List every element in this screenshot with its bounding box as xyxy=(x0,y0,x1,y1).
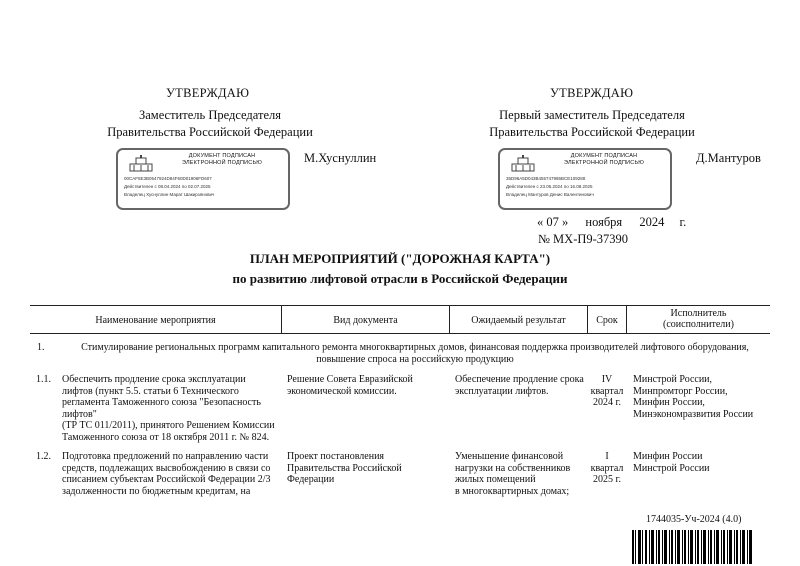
row-executor-line: Минфин России xyxy=(633,451,703,462)
stamp-cert: 00CAF5E3B0547924D84F60D01906FD607 xyxy=(124,176,212,181)
left-signature-stamp xyxy=(116,148,290,210)
right-approval-heading: УТВЕРЖДАЮ xyxy=(550,86,634,100)
col-header-result: Ожидаемый результат xyxy=(471,315,566,326)
row-term-line: 2024 г. xyxy=(593,397,621,408)
page-title: ПЛАН МЕРОПРИЯТИЙ ("ДОРОЖНАЯ КАРТА") xyxy=(249,251,551,266)
table-top-border xyxy=(30,305,770,306)
row-doc-type-line: Проект постановления xyxy=(287,451,385,462)
left-approval-position xyxy=(80,107,340,141)
row-name-line: Таможенного союза от 18 октября 2011 г. № 824. xyxy=(62,431,270,443)
row-result-line: в многоквартирных домах; xyxy=(455,485,570,497)
row-term-line: 2025 г. xyxy=(593,474,621,485)
row-executor-line: Минстрой России xyxy=(633,462,710,474)
row-executor-line: Минфин России, xyxy=(633,397,705,408)
section-number: 1. xyxy=(37,342,45,353)
stamp-title xyxy=(544,153,664,167)
page-subtitle: по развитию лифтовой отрасли в Российской Федерации xyxy=(232,271,568,286)
stamp-title-line1: ДОКУМЕНТ ПОДПИСАН xyxy=(570,153,638,159)
row-term xyxy=(588,451,626,486)
executor-header-line2: (соисполнители) xyxy=(663,319,734,330)
right-position-line2: Правительства Российской Федерации xyxy=(489,125,695,139)
row-number: 1.2. xyxy=(36,451,51,462)
date-suffix: г. xyxy=(679,215,687,229)
row-doc-type xyxy=(287,451,447,486)
row-executor xyxy=(633,451,770,474)
col-header-term: Срок xyxy=(596,315,618,326)
stamp-title-line2: ЭЛЕКТРОННОЙ ПОДПИСЬЮ xyxy=(181,160,263,166)
stamp-valid: Действителен с 08.04.2024 по 02.07.2025 xyxy=(124,184,211,189)
right-signer-name: Д.Мантуров xyxy=(696,151,761,165)
emblem-icon xyxy=(508,155,538,173)
approval-date xyxy=(537,215,686,230)
right-approval-position xyxy=(462,107,722,141)
col-header-executor xyxy=(627,308,770,330)
section-title xyxy=(60,342,770,365)
col-header-name: Наименование мероприятия xyxy=(95,315,216,326)
row-executor-line: Минстрой России, xyxy=(633,374,713,385)
row-name xyxy=(62,451,280,497)
row-term xyxy=(588,374,626,409)
row-doc-type-line: Федерации xyxy=(287,474,335,485)
row-term-line: IV xyxy=(601,374,613,385)
document-number: № МХ-П9-37390 xyxy=(538,232,629,246)
stamp-title-line2: ЭЛЕКТРОННОЙ ПОДПИСЬЮ xyxy=(563,160,645,166)
right-position-line1: Первый заместитель Председателя xyxy=(499,108,685,122)
row-doc-type xyxy=(287,374,447,397)
row-executor-line: Минпромторг России, xyxy=(633,385,728,397)
date-year: 2024 xyxy=(639,215,665,229)
section-title-line1: Стимулирование региональных программ капитального ремонта многоквартирных домов, финансовая поддержка производителей лифтового оборудования, xyxy=(81,342,749,353)
row-result-line: Уменьшение финансовой xyxy=(455,451,564,462)
row-term-line: квартал xyxy=(590,462,624,474)
stamp-owner: Владелец Хуснуллин Марат Шакирзянович xyxy=(124,192,215,197)
row-result-line: эксплуатации лифтов. xyxy=(455,385,549,397)
row-executor xyxy=(633,374,770,420)
row-name-line: лифтов (пункт 5.5. статьи 6 Технического xyxy=(62,385,239,397)
section-title-line2: повышение спроса на российскую продукцию xyxy=(316,353,514,365)
row-name-line: задолженности по бюджетным кредитам, на xyxy=(62,485,251,497)
left-approval-heading: УТВЕРЖДАЮ xyxy=(166,86,250,100)
row-name xyxy=(62,374,280,443)
row-result-line: жилых помещений xyxy=(455,474,536,485)
table-header-border xyxy=(30,333,770,334)
row-name-line: списанием субъектам Российской Федерации 2/3 xyxy=(62,474,271,485)
barcode-icon xyxy=(632,530,752,564)
row-result xyxy=(455,451,587,497)
row-term-line: I xyxy=(605,451,609,462)
footer-document-code: 1744035-Уч-2024 (4.0) xyxy=(646,514,742,525)
row-term-line: квартал xyxy=(590,385,624,397)
row-name-line: лифтов" xyxy=(62,408,97,420)
row-doc-type-line: Правительства Российской xyxy=(287,462,402,474)
row-name-line: Обеспечить продление срока эксплуатации xyxy=(62,374,246,385)
emblem-icon xyxy=(126,155,156,173)
left-signer-name: М.Хуснуллин xyxy=(304,151,377,165)
row-executor-line: Минэкономразвития России xyxy=(633,408,754,420)
row-result xyxy=(455,374,587,397)
left-position-line2: Правительства Российской Федерации xyxy=(107,125,313,139)
row-doc-type-line: Решение Совета Евразийской xyxy=(287,374,413,385)
row-doc-type-line: экономической комиссии. xyxy=(287,385,397,397)
left-position-line1: Заместитель Председателя xyxy=(138,108,282,122)
stamp-title xyxy=(162,153,282,167)
stamp-valid: Действителен с 23.05.2024 по 16.08.2025 xyxy=(506,184,593,189)
stamp-cert: 35D96A5D043B455747986BCE109288 xyxy=(506,176,586,181)
right-signature-stamp xyxy=(498,148,672,210)
col-header-doc-type: Вид документа xyxy=(333,315,398,326)
stamp-owner: Владелец Мантуров Денис Валентинович xyxy=(506,192,594,197)
row-name-line: (ТР ТС 011/2011), принятого Решением Комиссии xyxy=(62,420,275,431)
executor-header-line1: Исполнитель xyxy=(670,308,727,319)
row-result-line: нагрузки на собственников xyxy=(455,462,571,474)
row-name-line: регламента Таможенного союза "Безопасность xyxy=(62,397,261,408)
row-result-line: Обеспечение продление срока xyxy=(455,374,584,385)
date-month: ноября xyxy=(585,215,623,229)
row-name-line: Подготовка предложений по направлению части xyxy=(62,451,269,462)
row-name-line: средств, подлежащих высвобождению в связи со xyxy=(62,462,271,474)
row-number: 1.1. xyxy=(36,374,51,385)
stamp-title-line1: ДОКУМЕНТ ПОДПИСАН xyxy=(188,153,256,159)
date-day: « 07 » xyxy=(537,215,569,229)
